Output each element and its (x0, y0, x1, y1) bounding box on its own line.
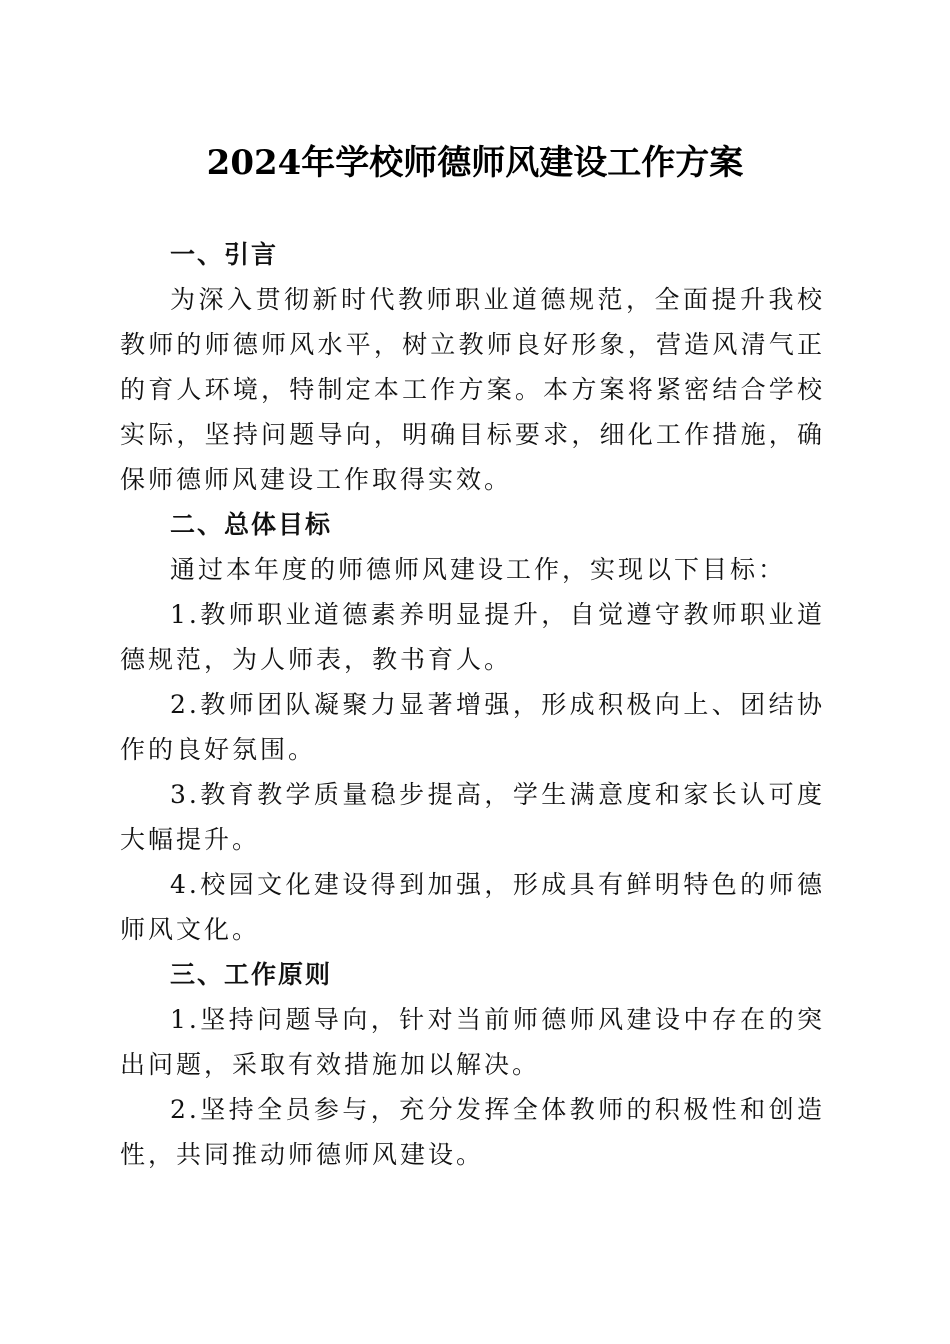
list-item: 1.教师职业道德素养明显提升，自觉遵守教师职业道德规范，为人师表，教书育人。 (120, 600, 825, 674)
document-body (120, 232, 825, 1177)
section-heading-introduction: 一、引言 (170, 240, 279, 269)
list-item: 4.校园文化建设得到加强，形成具有鲜明特色的师德师风文化。 (120, 870, 825, 944)
paragraph: 通过本年度的师德师风建设工作，实现以下目标： (170, 555, 787, 584)
document-title: 2024年学校师德师风建设工作方案 (206, 143, 744, 183)
list-item: 3.教育教学质量稳步提高，学生满意度和家长认可度大幅提升。 (120, 780, 825, 854)
list-item: 2.教师团队凝聚力显著增强，形成积极向上、团结协作的良好氛围。 (120, 690, 825, 764)
section-heading-work-principles: 三、工作原则 (170, 960, 333, 989)
list-item: 1.坚持问题导向，针对当前师德师风建设中存在的突出问题，采取有效措施加以解决。 (120, 1005, 825, 1079)
section-heading-overall-goals: 二、总体目标 (170, 510, 333, 539)
list-item: 2.坚持全员参与，充分发挥全体教师的积极性和创造性，共同推动师德师风建设。 (120, 1095, 825, 1169)
paragraph: 为深入贯彻新时代教师职业道德规范，全面提升我校教师的师德师风水平，树立教师良好形象，营造风清气正的育人环境，特制定本工作方案。本方案将紧密结合学校实际，坚持问题导向，明确目标要求，细化工作措施，确保师德师风建设工作取得实效。 (120, 285, 825, 494)
